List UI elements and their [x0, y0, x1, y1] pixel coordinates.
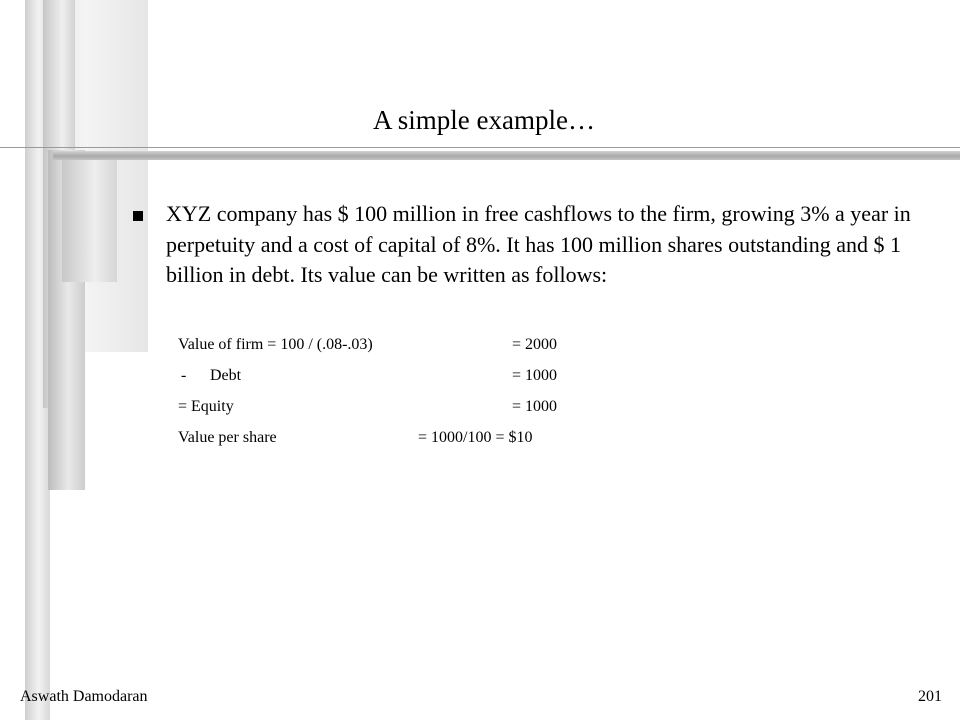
footer-author: Aswath Damodaran: [20, 688, 148, 705]
debt-label: Debt: [210, 367, 242, 384]
firm-value-label: Value of firm = 100 / (.08-.03): [178, 336, 373, 353]
firm-value-result: = 2000: [512, 336, 558, 353]
title-rule-thick: [53, 151, 960, 160]
bullet-marker: [133, 211, 143, 221]
title-rule-thin: [0, 147, 960, 148]
equity-label: = Equity: [178, 398, 234, 415]
debt-sign: -: [181, 367, 187, 384]
equity-result: = 1000: [512, 398, 558, 415]
per-share-result: = 1000/100 = $10: [418, 429, 533, 446]
debt-result: = 1000: [512, 367, 558, 384]
page-number: 201: [918, 688, 942, 705]
bullet-text: XYZ company has $ 100 million in free cashflows to the firm, growing 3% a year in perpetuity and a cost of capital of 8%. It has 100 million shares outstanding and $ 1 billion in debt. Its value can be written as follows:: [166, 201, 911, 287]
slide-title: A simple example…: [373, 105, 595, 135]
decorative-bar: [62, 160, 117, 282]
per-share-label: Value per share: [178, 429, 277, 446]
